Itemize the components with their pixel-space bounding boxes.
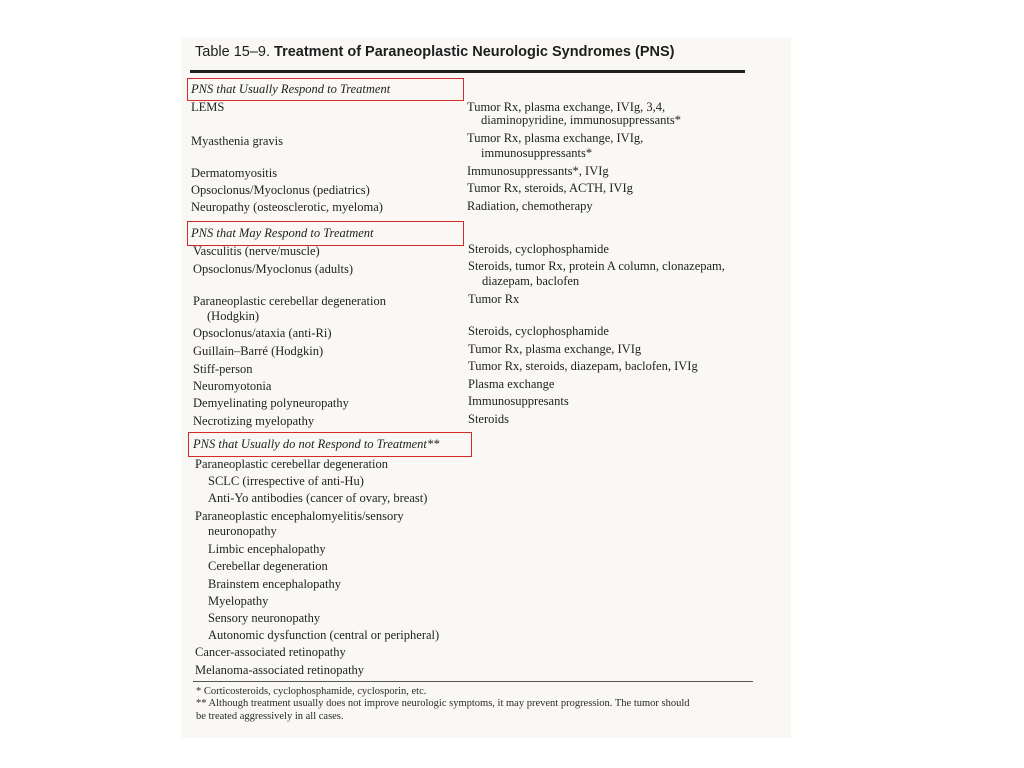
treatment-cell: Steroids [468,412,509,426]
treatment-cell: Tumor Rx [468,292,520,306]
syndrome-cell-cont: (Hodgkin) [207,309,260,323]
syndrome-cell: Myasthenia gravis [191,134,283,148]
treatment-cell: Immunosuppresants [468,394,569,408]
treatment-cell: Radiation, chemotherapy [467,199,593,213]
syndrome-item: Cancer-associated retinopathy [195,645,346,659]
treatment-cell: Tumor Rx, steroids, ACTH, IVIg [467,181,633,195]
syndrome-subitem: Anti-Yo antibodies (cancer of ovary, breast) [208,491,428,505]
syndrome-cell: Demyelinating polyneuropathy [193,396,349,410]
syndrome-cell: Vasculitis (nerve/muscle) [193,244,320,258]
treatment-cell-cont: diazepam, baclofen [482,274,580,288]
syndrome-item: Paraneoplastic cerebellar degeneration [195,457,388,471]
section-header-respond: PNS that Usually Respond to Treatment [191,82,391,96]
section-header-may-respond: PNS that May Respond to Treatment [191,226,374,240]
footnote-2: ** Although treatment usually does not improve neurologic symptoms, it may prevent progression. The tumor should [196,698,690,709]
syndrome-subitem: Brainstem encephalopathy [208,577,341,591]
treatment-cell: Tumor Rx, plasma exchange, IVIg, 3,4, [467,100,666,114]
footnote-rule [193,681,753,682]
treatment-cell: Immunosuppressants*, IVIg [467,164,609,178]
syndrome-cell: Opsoclonus/Myoclonus (adults) [193,262,354,276]
table-title-text: Treatment of Paraneoplastic Neurologic Syndromes (PNS) [274,44,675,60]
treatment-cell: Steroids, cyclophosphamide [468,242,609,256]
syndrome-subitem: Sensory neuronopathy [208,611,321,625]
syndrome-cell: Neuropathy (osteosclerotic, myeloma) [191,200,383,214]
syndrome-item-cont: neuronopathy [208,524,277,538]
title-rule [190,70,745,73]
treatment-cell-cont: diaminopyridine, immunosuppressants* [481,113,681,127]
treatment-cell: Tumor Rx, steroids, diazepam, baclofen, IVIg [468,359,698,373]
footnote-2-cont: be treated aggressively in all cases. [196,711,344,722]
syndrome-cell: LEMS [191,100,225,114]
syndrome-cell: Paraneoplastic cerebellar degeneration [193,294,386,308]
treatment-cell: Tumor Rx, plasma exchange, IVIg [468,342,642,356]
syndrome-subitem: Limbic encephalopathy [208,542,326,556]
syndrome-subitem: Autonomic dysfunction (central or peripheral) [208,628,440,642]
syndrome-subitem: Cerebellar degeneration [208,559,328,573]
syndrome-subitem: SCLC (irrespective of anti-Hu) [208,474,364,488]
table-title [195,44,674,60]
treatment-cell: Steroids, tumor Rx, protein A column, clonazepam, [468,259,725,273]
footnote-1: * Corticosteroids, cyclophosphamide, cyclosporin, etc. [196,686,427,697]
syndrome-cell: Opsoclonus/Myoclonus (pediatrics) [191,183,370,197]
syndrome-subitem: Myelopathy [208,594,269,608]
syndrome-cell: Dermatomyositis [191,166,278,180]
treatment-cell: Tumor Rx, plasma exchange, IVIg, [467,131,644,145]
section-header-no-respond: PNS that Usually do not Respond to Treatment** [193,437,440,451]
treatment-cell-cont: immunosuppressants* [481,146,593,160]
syndrome-cell: Neuromyotonia [193,379,272,393]
syndrome-cell: Stiff-person [193,362,253,376]
syndrome-cell: Guillain–Barré (Hodgkin) [193,344,324,358]
syndrome-cell: Necrotizing myelopathy [193,414,315,428]
syndrome-item: Melanoma-associated retinopathy [195,663,365,677]
syndrome-item: Paraneoplastic encephalomyelitis/sensory [195,509,404,523]
table-number: Table 15–9. [195,44,270,60]
syndrome-cell: Opsoclonus/ataxia (anti-Ri) [193,326,332,340]
treatment-cell: Steroids, cyclophosphamide [468,324,609,338]
treatment-cell: Plasma exchange [468,377,555,391]
